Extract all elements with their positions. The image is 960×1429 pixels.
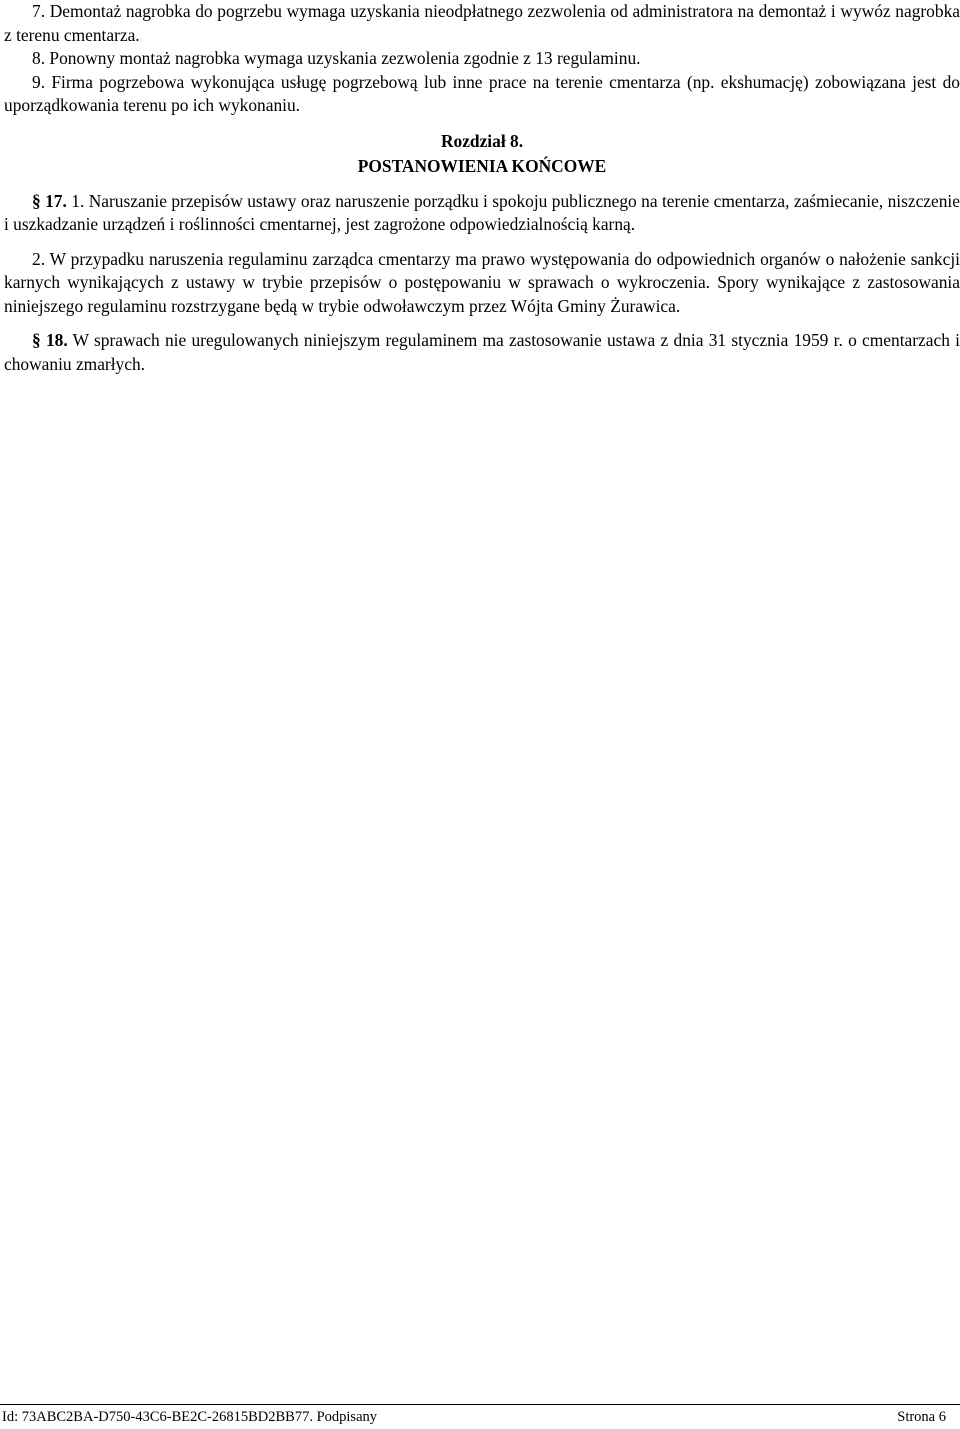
section-18 [4, 329, 960, 376]
chapter-label: Rozdział 8. [440, 130, 524, 151]
point-text: W przypadku naruszenia regulaminu zarządca cmentarzy ma prawo występowania do odpowiednich organów o nałożenie sankcji karnych wynikających z ustawy w trybie przepisów o postępowaniu w sprawach o wykroczenia. Spory wynikające z zastosowania niniejszego regulaminu rozstrzygane będą w trybie odwoławczym przez Wójta Gminy Żurawica. [4, 248, 960, 316]
paragraph-number: 9. [32, 71, 46, 92]
paragraph-number: 7. [32, 1, 46, 21]
paragraph-text: Demontaż nagrobka do pogrzebu wymaga uzyskania nieodpłatnego zezwolenia od administratora na demontaż i wywóz nagrobka z terenu cmentarza. [4, 1, 960, 45]
point-number: 2. [32, 248, 46, 269]
document-id: Id: 73ABC2BA-D750-43C6-BE2C-26815BD2BB77. Podpisany [2, 1409, 378, 1425]
section-17-point-1 [4, 190, 960, 237]
paragraph-9 [4, 71, 960, 118]
section-number: 17. [45, 190, 67, 211]
page-footer [0, 1404, 960, 1429]
section-symbol: § [32, 190, 41, 211]
paragraph-number: 8. [32, 48, 46, 68]
point-number: 1. [71, 190, 85, 211]
chapter-title: POSTANOWIENIA KOŃCOWE [357, 156, 607, 176]
page-number: Strona 6 [897, 1409, 946, 1425]
paragraph-8 [4, 47, 960, 71]
section-symbol: § [32, 330, 41, 350]
section-text: W sprawach nie uregulowanych niniejszym regulaminem ma zastosowanie ustawa z dnia 31 stycznia 1959 r. o cmentarzach i chowaniu zmarłych. [4, 330, 960, 374]
section-number: 18. [45, 330, 68, 350]
paragraph-7 [4, 0, 960, 47]
section-17-point-2 [4, 248, 960, 319]
paragraph-text: Firma pogrzebowa wykonująca usługę pogrzebową lub inne prace na terenie cmentarza (np. ekshumację) zobowiązana jest do uporządkowania terenu po ich wykonaniu. [4, 71, 960, 115]
document-body [4, 0, 960, 376]
point-text: Naruszanie przepisów ustawy oraz naruszenie porządku i spokoju publicznego na terenie cmentarza, zaśmiecanie, niszczenie i uszkadzanie urządzeń i roślinności cmentarnej, jest zagrożone odpowiedzialnością karną. [4, 190, 960, 234]
paragraph-text: Ponowny montaż nagrobka wymaga uzyskania zezwolenia zgodnie z 13 regulaminu. [49, 48, 641, 68]
